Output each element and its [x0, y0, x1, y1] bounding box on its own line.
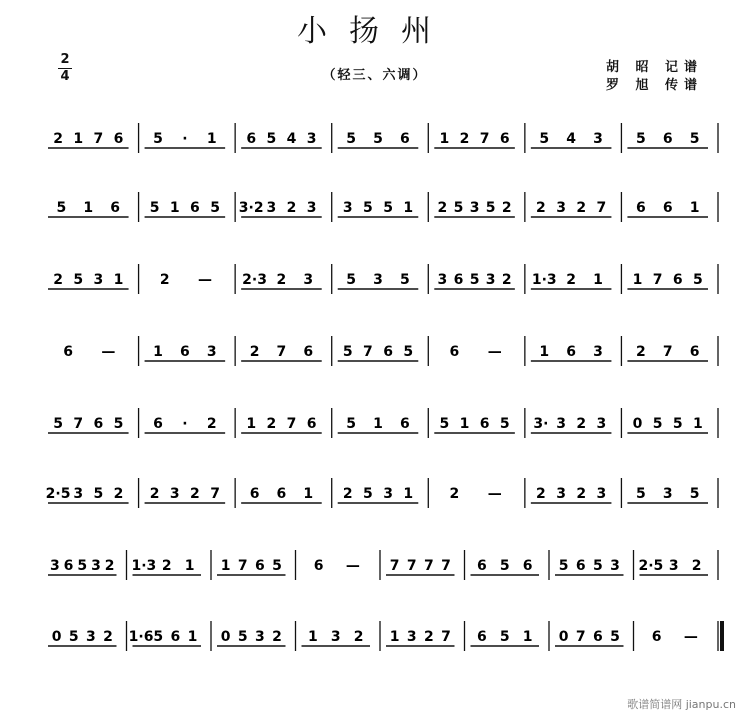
note: 1	[403, 486, 414, 502]
note: 7	[596, 200, 607, 216]
note: 2	[353, 629, 364, 645]
credit-transmitted-by: 罗 旭 传谱	[606, 78, 704, 93]
note: 1	[403, 200, 414, 216]
note: 6	[249, 486, 260, 502]
note: 7	[73, 416, 84, 432]
note: 5	[635, 486, 646, 502]
watermark: 歌谱简谱网 jianpu.cn	[627, 698, 736, 711]
note: 1·3	[131, 558, 157, 574]
note: 5	[635, 131, 646, 147]
note: 1	[184, 558, 195, 574]
note: 6	[383, 344, 393, 360]
note: 5	[373, 131, 383, 147]
note: 3	[373, 272, 383, 288]
note: 1	[113, 272, 124, 288]
note: 2	[286, 200, 297, 216]
note: 7	[286, 416, 297, 432]
note: 5	[610, 629, 620, 645]
note: 0	[632, 416, 643, 432]
note: ·	[182, 131, 188, 147]
note: 6	[399, 131, 410, 147]
note: 6	[399, 416, 410, 432]
note: 3	[206, 344, 217, 360]
note: 5	[499, 629, 510, 645]
note: 6	[449, 344, 460, 360]
note: 2	[576, 486, 587, 502]
note: 2	[501, 200, 512, 216]
note: 5	[153, 131, 163, 147]
note: —	[198, 272, 212, 288]
note: 7	[662, 344, 673, 360]
note: 4	[286, 131, 297, 147]
note: 6	[662, 131, 673, 147]
note: 2	[449, 486, 460, 502]
note: 1	[689, 200, 700, 216]
note: 5	[469, 272, 480, 288]
note: 1	[632, 272, 643, 288]
time-signature-bottom: 4	[60, 69, 70, 84]
note: —	[101, 344, 116, 360]
note: 6	[254, 558, 265, 574]
note: 2	[566, 272, 577, 288]
note: 7	[441, 629, 451, 645]
note: 2	[276, 272, 287, 288]
note: 7	[363, 344, 373, 360]
note: 1	[187, 629, 198, 645]
note: 7	[575, 629, 586, 645]
note: 6	[113, 131, 124, 147]
note: 6	[63, 344, 74, 360]
note: 3	[596, 416, 607, 432]
note: 5	[485, 200, 496, 216]
note: 5	[453, 200, 464, 216]
note: 3	[469, 200, 480, 216]
note: 0	[558, 629, 569, 645]
note: 2·5	[45, 486, 71, 502]
note: 5	[77, 558, 88, 574]
note: 2	[459, 131, 470, 147]
note: 5	[342, 344, 353, 360]
note: 7	[389, 558, 400, 574]
note: 2	[536, 486, 546, 502]
note: 6	[499, 131, 510, 147]
note: —	[487, 486, 502, 502]
note: 3	[556, 486, 566, 502]
note: 3	[91, 558, 101, 574]
note: 5	[499, 416, 510, 432]
note: 0	[51, 629, 62, 645]
note: 5	[153, 629, 164, 645]
note: 3	[306, 131, 317, 147]
note: 5	[113, 416, 124, 432]
note: 5	[149, 200, 160, 216]
note: 3	[556, 416, 566, 432]
note: 1	[439, 131, 450, 147]
note: 5	[363, 200, 373, 216]
note: 2	[635, 344, 646, 360]
note: 2	[113, 486, 124, 502]
note: 6	[63, 558, 74, 574]
note: 1	[693, 416, 703, 432]
note: 5	[346, 131, 357, 147]
note: 6	[276, 486, 287, 502]
credit-notated-by: 胡 昭 记谱	[606, 60, 704, 75]
note: 5	[56, 200, 67, 216]
note: 6	[453, 272, 464, 288]
note: 3	[330, 629, 341, 645]
note: 6	[662, 200, 673, 216]
note: 1	[459, 416, 470, 432]
note: 1	[246, 416, 257, 432]
note: 6	[477, 629, 487, 645]
note: 1	[308, 629, 318, 645]
note: 5	[403, 344, 414, 360]
note: 2	[190, 486, 200, 502]
note: 7	[441, 558, 451, 574]
note: 6	[306, 416, 317, 432]
note: 2	[249, 344, 260, 360]
note: 5	[237, 629, 248, 645]
note: 3	[49, 558, 60, 574]
note: 3	[169, 486, 180, 502]
note: 6	[575, 558, 586, 574]
note: 5	[693, 272, 703, 288]
note: 5	[363, 486, 373, 502]
note: 5	[266, 131, 277, 147]
note: 3	[437, 272, 448, 288]
note: 1	[539, 344, 550, 360]
note: 3	[593, 131, 603, 147]
note: 5	[272, 558, 282, 574]
note: 2	[206, 416, 217, 432]
note: 2	[576, 200, 587, 216]
note: 1	[153, 344, 163, 360]
note: 3	[383, 486, 393, 502]
note: 6	[190, 200, 200, 216]
song-title: 小扬州	[297, 14, 453, 49]
note: 3	[662, 486, 673, 502]
note: 1·3	[531, 272, 557, 288]
note: 6	[672, 272, 683, 288]
note: 3	[610, 558, 620, 574]
note: 1	[220, 558, 231, 574]
note: 2	[437, 200, 448, 216]
note: 6	[153, 416, 163, 432]
note: 2	[103, 629, 113, 645]
note: 7	[210, 486, 220, 502]
note: 3	[266, 200, 277, 216]
note: 5	[439, 416, 450, 432]
note: 5	[539, 131, 550, 147]
note: 2	[691, 558, 702, 574]
note: 5	[652, 416, 663, 432]
note: 0	[220, 629, 231, 645]
note: 7	[479, 131, 490, 147]
note: 5	[53, 416, 63, 432]
note: 3	[556, 200, 566, 216]
note: 1	[389, 629, 400, 645]
note: 1	[303, 486, 314, 502]
note: 7	[423, 558, 434, 574]
note: 3	[85, 629, 96, 645]
note: 5	[68, 629, 79, 645]
note: 3	[596, 486, 607, 502]
note: 7	[237, 558, 248, 574]
note: 6	[689, 344, 700, 360]
note: 6	[170, 629, 181, 645]
note: 5	[346, 272, 357, 288]
time-signature-top: 2	[60, 52, 70, 67]
note: 2	[149, 486, 160, 502]
note: 5	[499, 558, 510, 574]
note: 6	[566, 344, 577, 360]
note: 6	[303, 344, 314, 360]
note: 3	[406, 629, 417, 645]
note: 6	[93, 416, 104, 432]
note: 6	[110, 200, 121, 216]
note: 5	[672, 416, 683, 432]
note: 6	[313, 558, 324, 574]
note: 3	[485, 272, 496, 288]
note: 3	[306, 200, 317, 216]
note: 1	[593, 272, 603, 288]
note: 1	[206, 131, 217, 147]
note: 5	[689, 131, 700, 147]
note: 2	[342, 486, 353, 502]
note: 2	[272, 629, 282, 645]
key-signature: （轻三、六调）	[322, 68, 428, 83]
note: 3	[254, 629, 265, 645]
note: 6	[246, 131, 257, 147]
note: 5	[689, 486, 700, 502]
note: 2·5	[638, 558, 664, 574]
note: —	[345, 558, 360, 574]
note: 2	[53, 272, 63, 288]
note: 2	[53, 131, 63, 147]
note: 5	[558, 558, 569, 574]
note: 6	[635, 200, 646, 216]
note: ·	[182, 416, 188, 432]
note: 5	[73, 272, 84, 288]
note: 3	[73, 486, 84, 502]
note: 1	[522, 629, 533, 645]
note: 6	[522, 558, 533, 574]
note: 3	[93, 272, 104, 288]
note: 7	[406, 558, 417, 574]
note: 7	[276, 344, 287, 360]
note: 5	[399, 272, 410, 288]
note: 7	[93, 131, 104, 147]
note: 1	[169, 200, 180, 216]
note: 1	[373, 416, 383, 432]
note: 5	[383, 200, 393, 216]
note: 6	[477, 558, 487, 574]
note: 2	[266, 416, 277, 432]
note: 4	[566, 131, 577, 147]
note: 2	[423, 629, 434, 645]
note: 6	[479, 416, 490, 432]
note: 3	[342, 200, 353, 216]
note: —	[487, 344, 502, 360]
note: 3·	[533, 416, 549, 432]
note: 2	[501, 272, 512, 288]
note: 6	[651, 629, 662, 645]
note: 1	[73, 131, 84, 147]
note: —	[683, 629, 698, 645]
note: 7	[652, 272, 663, 288]
note: 3	[593, 344, 603, 360]
note: 2	[159, 272, 170, 288]
note: 6	[179, 344, 190, 360]
note: 5	[592, 558, 603, 574]
note: 2·3	[242, 272, 267, 288]
note: 1	[83, 200, 94, 216]
note: 3	[668, 558, 679, 574]
note: 1·6	[128, 629, 154, 645]
note: 3·2	[238, 200, 264, 216]
note: 2	[161, 558, 172, 574]
note: 6	[592, 629, 603, 645]
note: 2	[536, 200, 546, 216]
note: 5	[93, 486, 104, 502]
note: 2	[576, 416, 587, 432]
note: 5	[346, 416, 357, 432]
note: 2	[104, 558, 115, 574]
note: 3	[303, 272, 314, 288]
note: 5	[210, 200, 220, 216]
